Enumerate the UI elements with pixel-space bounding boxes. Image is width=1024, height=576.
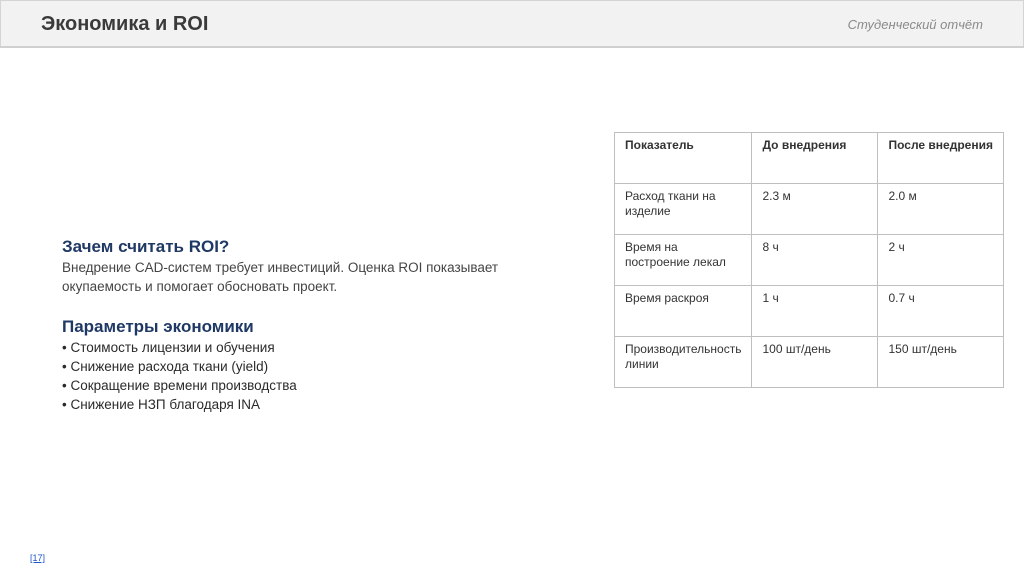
footnote-link[interactable]: [17] xyxy=(30,553,46,563)
economics-params-list xyxy=(62,338,562,414)
why-roi-heading: Зачем считать ROI? xyxy=(62,237,230,256)
table-cell: 8 ч xyxy=(752,235,878,286)
table-cell: Производительность линии xyxy=(615,337,752,388)
table-row xyxy=(615,337,1004,388)
economics-params-heading: Параметры экономики xyxy=(62,317,254,336)
page-subtitle: Студенческий отчёт xyxy=(847,17,983,32)
table-row xyxy=(615,286,1004,337)
table-cell: 2.0 м xyxy=(878,184,1004,235)
table-cell: Расход ткани на изделие xyxy=(615,184,752,235)
table-cell: 0.7 ч xyxy=(878,286,1004,337)
table-cell: 1 ч xyxy=(752,286,878,337)
column-header-before: До внедрения xyxy=(752,133,878,184)
table-header-row xyxy=(615,133,1004,184)
table-cell: Время на построение лекал xyxy=(615,235,752,286)
why-roi-text-line-1: Внедрение CAD-систем требует инвестиций. Оценка ROI показывает xyxy=(62,260,499,275)
column-header-metric: Показатель xyxy=(615,133,752,184)
list-item: • Снижение расхода ткани (yield) xyxy=(62,359,269,374)
list-item: • Снижение НЗП благодаря INA xyxy=(62,397,261,412)
text-column xyxy=(62,236,562,414)
list-item: • Стоимость лицензии и обучения xyxy=(62,340,275,355)
list-item: • Сокращение времени производства xyxy=(62,378,297,393)
column-header-after: После внедрения xyxy=(878,133,1004,184)
table-row xyxy=(615,184,1004,235)
table-cell: 2.3 м xyxy=(752,184,878,235)
table-row xyxy=(615,235,1004,286)
table-cell: 100 шт/день xyxy=(752,337,878,388)
header-bar xyxy=(0,0,1024,48)
comparison-table xyxy=(614,132,1004,388)
why-roi-text-line-2: окупаемость и помогает обосновать проект. xyxy=(62,279,338,294)
table-cell: 150 шт/день xyxy=(878,337,1004,388)
table-cell: 2 ч xyxy=(878,235,1004,286)
table-cell: Время раскроя xyxy=(615,286,752,337)
page-title: Экономика и ROI xyxy=(41,13,209,35)
